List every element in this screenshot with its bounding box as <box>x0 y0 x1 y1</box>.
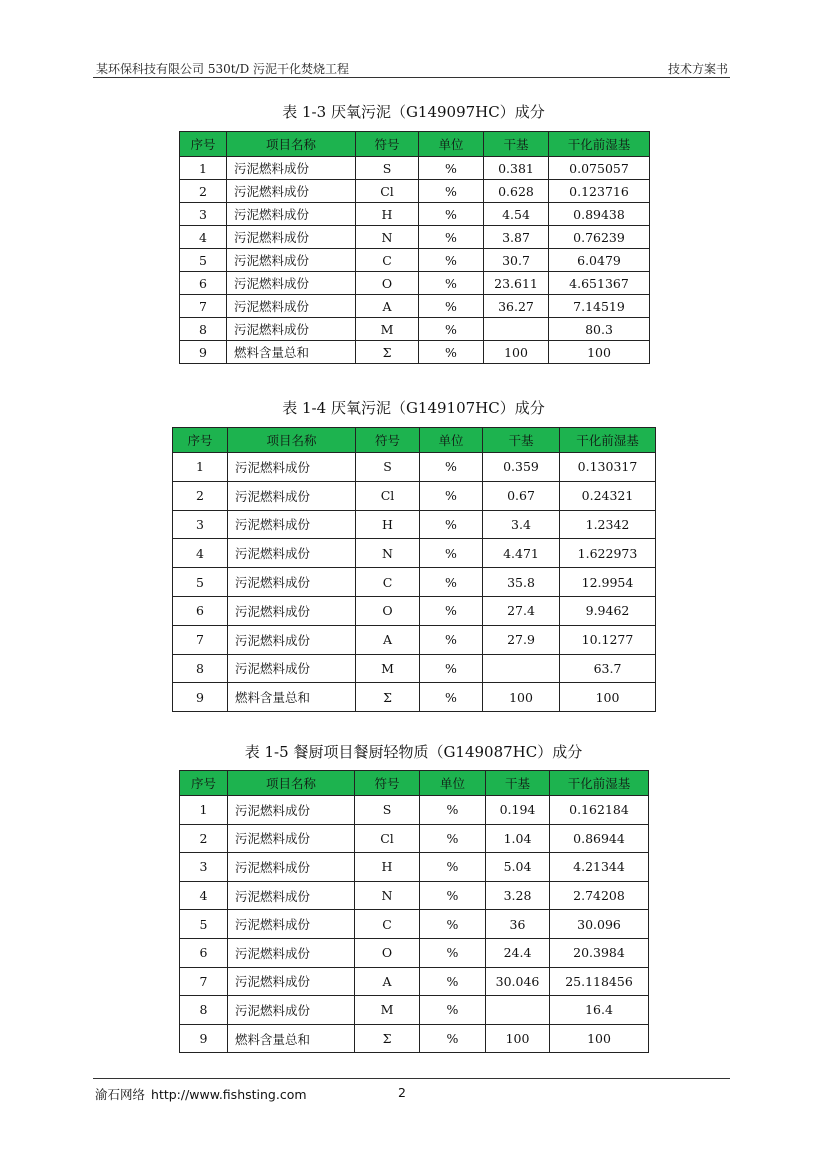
table-cell: % <box>420 967 486 996</box>
table-cell: % <box>420 1024 486 1053</box>
table-header <box>173 428 656 453</box>
table-header-row <box>173 428 656 453</box>
table-cell: 污泥燃料成份 <box>227 318 356 341</box>
table-cell: 5 <box>173 568 228 597</box>
table-cell: 4 <box>180 226 227 249</box>
table-cell: 7 <box>180 295 227 318</box>
table-cell: 污泥燃料成份 <box>228 453 356 482</box>
column-header: 符号 <box>356 428 420 453</box>
table-cell: % <box>419 272 484 295</box>
table-row <box>173 510 656 539</box>
table-row <box>173 453 656 482</box>
table-cell: 污泥燃料成份 <box>228 596 356 625</box>
table-cell: % <box>420 796 486 825</box>
table-cell: 16.4 <box>550 996 649 1025</box>
table-cell: 污泥燃料成份 <box>228 481 356 510</box>
table-caption: 表 1-4 厌氧污泥（G149107HC）成分 <box>282 399 545 417</box>
table-cell: 5.04 <box>486 853 550 882</box>
table-cell: M <box>356 318 419 341</box>
table-cell: % <box>419 249 484 272</box>
column-header: 项目名称 <box>227 132 356 157</box>
table-cell: 25.118456 <box>550 967 649 996</box>
table-cell: 7 <box>180 967 228 996</box>
table-cell: 4.471 <box>483 539 560 568</box>
table-cell <box>483 654 560 683</box>
column-header: 序号 <box>180 132 227 157</box>
table-cell: 1.622973 <box>560 539 656 568</box>
table-cell: 63.7 <box>560 654 656 683</box>
table-cell: 12.9954 <box>560 568 656 597</box>
table-cell: % <box>420 539 483 568</box>
table-caption: 表 1-5 餐厨项目餐厨轻物质（G149087HC）成分 <box>244 743 583 761</box>
table-cell: % <box>420 625 483 654</box>
footer-site <box>95 1085 307 1103</box>
table-row <box>180 996 649 1025</box>
table-cell: 80.3 <box>549 318 650 341</box>
column-header: 干化前湿基 <box>549 132 650 157</box>
table-cell: 7 <box>173 625 228 654</box>
table-cell: 3 <box>180 203 227 226</box>
table-row <box>180 938 649 967</box>
table-cell: % <box>420 853 486 882</box>
table-cell: 30.7 <box>484 249 549 272</box>
table-cell: 0.24321 <box>560 481 656 510</box>
table-cell: S <box>355 796 420 825</box>
table-cell: 污泥燃料成份 <box>227 180 356 203</box>
table-cell: 8 <box>180 996 228 1025</box>
table-row <box>180 318 650 341</box>
table-cell: 7.14519 <box>549 295 650 318</box>
table-cell: Cl <box>355 824 420 853</box>
table-cell: 0.359 <box>483 453 560 482</box>
table-row <box>180 881 649 910</box>
table-cell: 0.89438 <box>549 203 650 226</box>
column-header: 项目名称 <box>228 771 355 796</box>
table-cell: Cl <box>356 481 420 510</box>
table-row <box>180 180 650 203</box>
table-cell: 污泥燃料成份 <box>228 568 356 597</box>
table-cell: 0.76239 <box>549 226 650 249</box>
table-cell: N <box>356 539 420 568</box>
table-cell: 100 <box>550 1024 649 1053</box>
table-cell: 100 <box>483 683 560 712</box>
table-cell: 2 <box>180 180 227 203</box>
table-row <box>180 910 649 939</box>
table-cell: 3.87 <box>484 226 549 249</box>
table-cell: 9 <box>180 1024 228 1053</box>
table-cell: 8 <box>180 318 227 341</box>
table-cell: 污泥燃料成份 <box>227 203 356 226</box>
table-cell: Σ <box>356 341 419 364</box>
table-cell <box>486 996 550 1025</box>
table-cell: 污泥燃料成份 <box>228 910 355 939</box>
table-cell: % <box>420 596 483 625</box>
column-header: 干基 <box>483 428 560 453</box>
table-row <box>173 481 656 510</box>
table-cell: % <box>420 824 486 853</box>
table-cell: 0.194 <box>486 796 550 825</box>
table-cell: 30.046 <box>486 967 550 996</box>
table-cell: 4 <box>173 539 228 568</box>
table-cell: 燃料含量总和 <box>228 1024 355 1053</box>
table-cell: O <box>356 272 419 295</box>
header-doc-type: 技术方案书 <box>667 62 728 76</box>
table-cell: 100 <box>484 341 549 364</box>
table-cell: 燃料含量总和 <box>228 683 356 712</box>
table-cell: S <box>356 453 420 482</box>
table-row <box>180 249 650 272</box>
table-row <box>173 539 656 568</box>
table-cell: 污泥燃料成份 <box>228 881 355 910</box>
column-header: 单位 <box>420 771 486 796</box>
table-row <box>173 683 656 712</box>
table-cell: 9 <box>173 683 228 712</box>
table-cell: 9.9462 <box>560 596 656 625</box>
table-cell: 污泥燃料成份 <box>228 853 355 882</box>
table-cell: H <box>356 510 420 539</box>
table-cell: 27.4 <box>483 596 560 625</box>
column-header: 符号 <box>356 132 419 157</box>
page-header <box>93 57 730 78</box>
table-cell: 1 <box>173 453 228 482</box>
table-cell: 3 <box>173 510 228 539</box>
table-cell: % <box>420 453 483 482</box>
column-header: 序号 <box>180 771 228 796</box>
table-cell: 1 <box>180 796 228 825</box>
table-row <box>180 203 650 226</box>
table-cell: N <box>356 226 419 249</box>
table-cell: M <box>356 654 420 683</box>
table-cell: 24.4 <box>486 938 550 967</box>
page-footer <box>93 1078 730 1109</box>
table-cell: 5 <box>180 249 227 272</box>
table-cell: 0.162184 <box>550 796 649 825</box>
table-cell: % <box>420 881 486 910</box>
table-cell: % <box>420 654 483 683</box>
table-row <box>180 1024 649 1053</box>
table-row <box>180 824 649 853</box>
table-row <box>173 568 656 597</box>
table-cell: 4.54 <box>484 203 549 226</box>
table-cell: 0.123716 <box>549 180 650 203</box>
table-row <box>180 272 650 295</box>
table-cell: 燃料含量总和 <box>227 341 356 364</box>
column-header: 单位 <box>420 428 483 453</box>
table-cell: 6 <box>180 272 227 295</box>
table-cell: 0.67 <box>483 481 560 510</box>
table-row <box>180 295 650 318</box>
page-number: 2 <box>398 1085 406 1100</box>
table-cell: 0.628 <box>484 180 549 203</box>
composition-table <box>179 131 650 364</box>
table-cell: N <box>355 881 420 910</box>
table-cell: 污泥燃料成份 <box>228 824 355 853</box>
table-cell: % <box>419 295 484 318</box>
table-row <box>180 796 649 825</box>
table-header-row <box>180 771 649 796</box>
table-cell <box>484 318 549 341</box>
table-cell: 2 <box>180 824 228 853</box>
table-cell: % <box>419 226 484 249</box>
table-cell: 污泥燃料成份 <box>227 226 356 249</box>
table-cell: 污泥燃料成份 <box>228 796 355 825</box>
table-row <box>180 341 650 364</box>
table-cell: Σ <box>355 1024 420 1053</box>
table-cell: 4.651367 <box>549 272 650 295</box>
table-cell: H <box>355 853 420 882</box>
table-cell: 8 <box>173 654 228 683</box>
composition-table <box>172 427 656 712</box>
footer-site-name: 渝石网络 <box>95 1087 146 1102</box>
table-cell: 污泥燃料成份 <box>228 510 356 539</box>
table-cell: 1 <box>180 157 227 180</box>
table-row <box>173 625 656 654</box>
table-cell: 23.611 <box>484 272 549 295</box>
table-cell: 0.381 <box>484 157 549 180</box>
table-cell: 污泥燃料成份 <box>228 967 355 996</box>
table-cell: C <box>356 249 419 272</box>
column-header: 符号 <box>355 771 420 796</box>
table-cell: 3.28 <box>486 881 550 910</box>
table-cell: Cl <box>356 180 419 203</box>
table-cell: M <box>355 996 420 1025</box>
column-header: 干基 <box>484 132 549 157</box>
table-cell: 36.27 <box>484 295 549 318</box>
table-header-row <box>180 132 650 157</box>
table-cell: 6 <box>180 938 228 967</box>
table-cell: 污泥燃料成份 <box>227 272 356 295</box>
table-cell: A <box>355 967 420 996</box>
table-cell: A <box>356 295 419 318</box>
table-cell: 35.8 <box>483 568 560 597</box>
table-cell: 6.0479 <box>549 249 650 272</box>
column-header: 干基 <box>486 771 550 796</box>
table-cell: 100 <box>486 1024 550 1053</box>
table-cell: 3.4 <box>483 510 560 539</box>
table-cell: O <box>356 596 420 625</box>
table-cell: % <box>420 910 486 939</box>
table-cell: 污泥燃料成份 <box>228 625 356 654</box>
table-row <box>173 654 656 683</box>
table-cell: % <box>419 341 484 364</box>
table-cell: % <box>420 996 486 1025</box>
table-cell: 0.86944 <box>550 824 649 853</box>
table-cell: 9 <box>180 341 227 364</box>
table-cell: 20.3984 <box>550 938 649 967</box>
table-cell: 27.9 <box>483 625 560 654</box>
footer-site-url[interactable]: http://www.fishsting.com <box>151 1087 307 1102</box>
table-cell: 1.2342 <box>560 510 656 539</box>
table-cell: % <box>419 203 484 226</box>
table-cell: 5 <box>180 910 228 939</box>
column-header: 干化前湿基 <box>560 428 656 453</box>
table-cell: % <box>420 938 486 967</box>
table-cell: % <box>420 568 483 597</box>
table-cell: 3 <box>180 853 228 882</box>
table-cell: 0.075057 <box>549 157 650 180</box>
table-row <box>180 853 649 882</box>
table-row <box>180 226 650 249</box>
table-cell: 污泥燃料成份 <box>227 157 356 180</box>
table-cell: % <box>420 510 483 539</box>
column-header: 干化前湿基 <box>550 771 649 796</box>
table-cell: 2.74208 <box>550 881 649 910</box>
table-cell: O <box>355 938 420 967</box>
table-cell: 1.04 <box>486 824 550 853</box>
table-cell: 污泥燃料成份 <box>228 938 355 967</box>
table-cell: 4 <box>180 881 228 910</box>
composition-table <box>179 770 649 1053</box>
table-header <box>180 771 649 796</box>
table-cell: % <box>420 481 483 510</box>
table-caption: 表 1-3 厌氧污泥（G149097HC）成分 <box>282 103 545 121</box>
table-cell: 100 <box>549 341 650 364</box>
table-cell: Σ <box>356 683 420 712</box>
table-cell: C <box>356 568 420 597</box>
table-cell: % <box>419 180 484 203</box>
table-cell: 6 <box>173 596 228 625</box>
table-cell: 2 <box>173 481 228 510</box>
table-cell: % <box>419 157 484 180</box>
table-cell: 污泥燃料成份 <box>227 249 356 272</box>
table-row <box>173 596 656 625</box>
table-row <box>180 157 650 180</box>
column-header: 单位 <box>419 132 484 157</box>
table-cell: % <box>420 683 483 712</box>
table-cell: C <box>355 910 420 939</box>
table-cell: % <box>419 318 484 341</box>
table-cell: 100 <box>560 683 656 712</box>
header-project-title: 某环保科技有限公司 530t/D 污泥干化焚烧工程 <box>96 62 350 76</box>
table-cell: A <box>356 625 420 654</box>
column-header: 项目名称 <box>228 428 356 453</box>
table-cell: 污泥燃料成份 <box>228 996 355 1025</box>
table-cell: 10.1277 <box>560 625 656 654</box>
column-header: 序号 <box>173 428 228 453</box>
table-cell: 4.21344 <box>550 853 649 882</box>
table-cell: 30.096 <box>550 910 649 939</box>
table-cell: 污泥燃料成份 <box>227 295 356 318</box>
table-cell: 36 <box>486 910 550 939</box>
table-cell: H <box>356 203 419 226</box>
table-row <box>180 967 649 996</box>
table-header <box>180 132 650 157</box>
table-cell: S <box>356 157 419 180</box>
table-cell: 污泥燃料成份 <box>228 654 356 683</box>
table-cell: 0.130317 <box>560 453 656 482</box>
table-cell: 污泥燃料成份 <box>228 539 356 568</box>
